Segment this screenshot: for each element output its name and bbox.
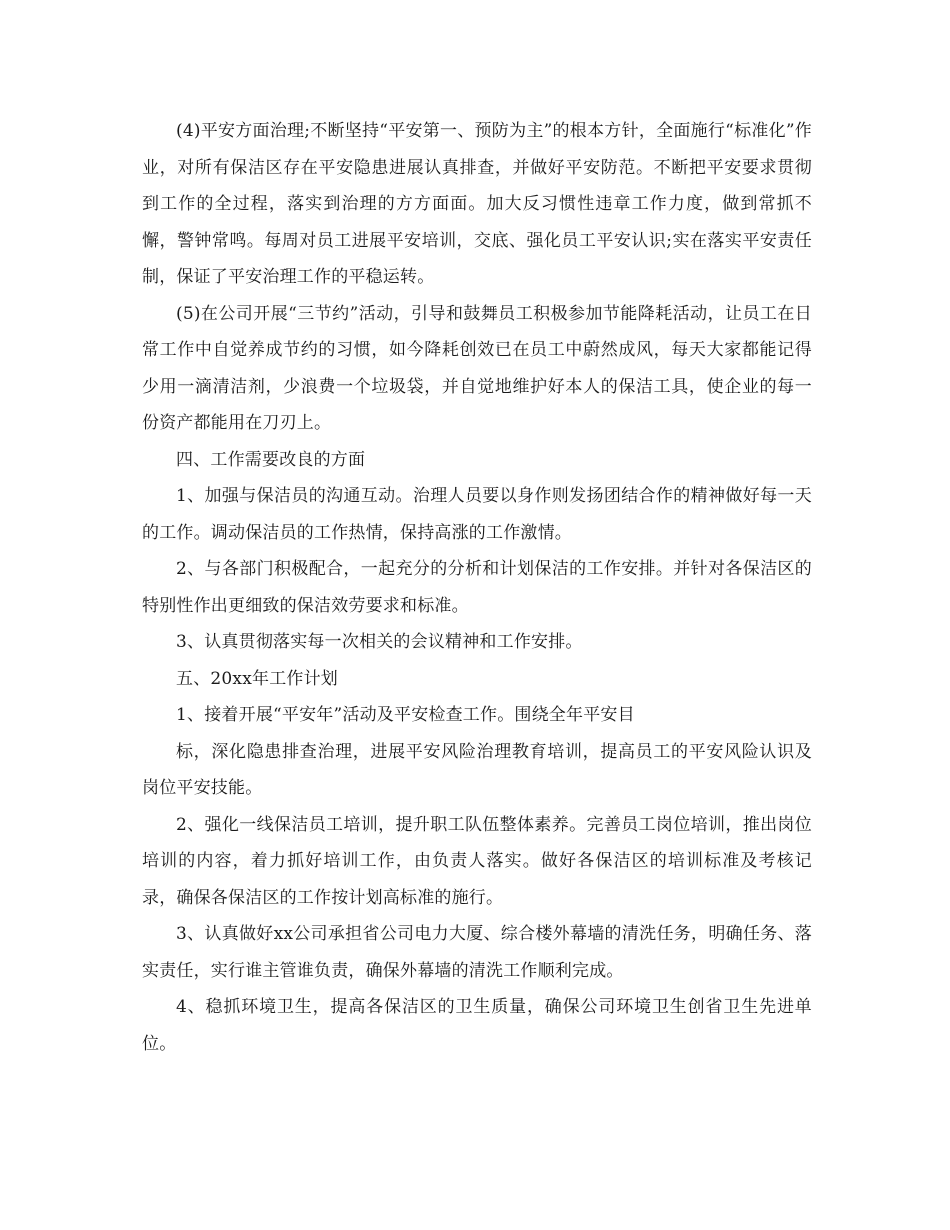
paragraph-plan-1-continued: 标，深化隐患排查治理，进展平安风险治理教育培训，提高员工的平安风险认识及岗位平安技能。 [142,741,812,798]
paragraph-plan-2: 2、强化一线保洁员工培训，提升职工队伍整体素养。完善员工岗位培训，推出岗位培训的内容，着力抓好培训工作，由负责人落实。做好各保洁区的培训标准及考核记录，确保各保洁区的工作按计划高标准的施行。 [142,814,812,908]
paragraph-improvement-2: 2、与各部门积极配合，一起充分的分析和计划保洁的工作安排。并针对各保洁区的特别性作出更细致的保洁效劳要求和标准。 [142,559,812,616]
paragraph-improvement-1: 1、加强与保洁员的沟通互动。治理人员要以身作则发扬团结合作的精神做好每一天的工作。调动保洁员的工作热情，保持高涨的工作激情。 [142,486,812,543]
document-body [142,113,812,1062]
paragraph-plan-3: 3、认真做好xx公司承担省公司电力大厦、综合楼外幕墙的清洗任务，明确任务、落实责任，实行谁主管谁负责，确保外幕墙的清洗工作顺利完成。 [142,924,812,981]
paragraph-plan-1: 1、接着开展“平安年”活动及平安检查工作。围绕全年平安目 [176,705,635,725]
section-heading-work-plan: 五、20xx年工作计划 [176,668,339,689]
section-heading-improvements: 四、工作需要改良的方面 [176,449,366,470]
paragraph-three-savings: (5)在公司开展“三节约”活动，引导和鼓舞员工积极参加节能降耗活动，让员工在日常工作中自觉养成节约的习惯，如今降耗创效已在员工中蔚然成风，每天大家都能记得少用一滴清洁剂，少浪费一个垃圾袋，并自觉地维护好本人的保洁工具，使企业的每一份资产都能用在刀刃上。 [142,303,812,433]
paragraph-safety-management: (4)平安方面治理;不断坚持“平安第一、预防为主”的根本方针，全面施行“标准化”作业，对所有保洁区存在平安隐患进展认真排查，并做好平安防范。不断把平安要求贯彻到工作的全过程，落实到治理的方方面面。加大反习惯性违章工作力度，做到常抓不懈，警钟常鸣。每周对员工进展平安培训，交底、强化员工平安认识;实在落实平安责任制，保证了平安治理工作的平稳运转。 [142,121,812,287]
paragraph-improvement-3: 3、认真贯彻落实每一次相关的会议精神和工作安排。 [176,632,583,652]
paragraph-plan-4: 4、稳抓环境卫生，提高各保洁区的卫生质量，确保公司环境卫生创省卫生先进单位。 [142,997,812,1054]
